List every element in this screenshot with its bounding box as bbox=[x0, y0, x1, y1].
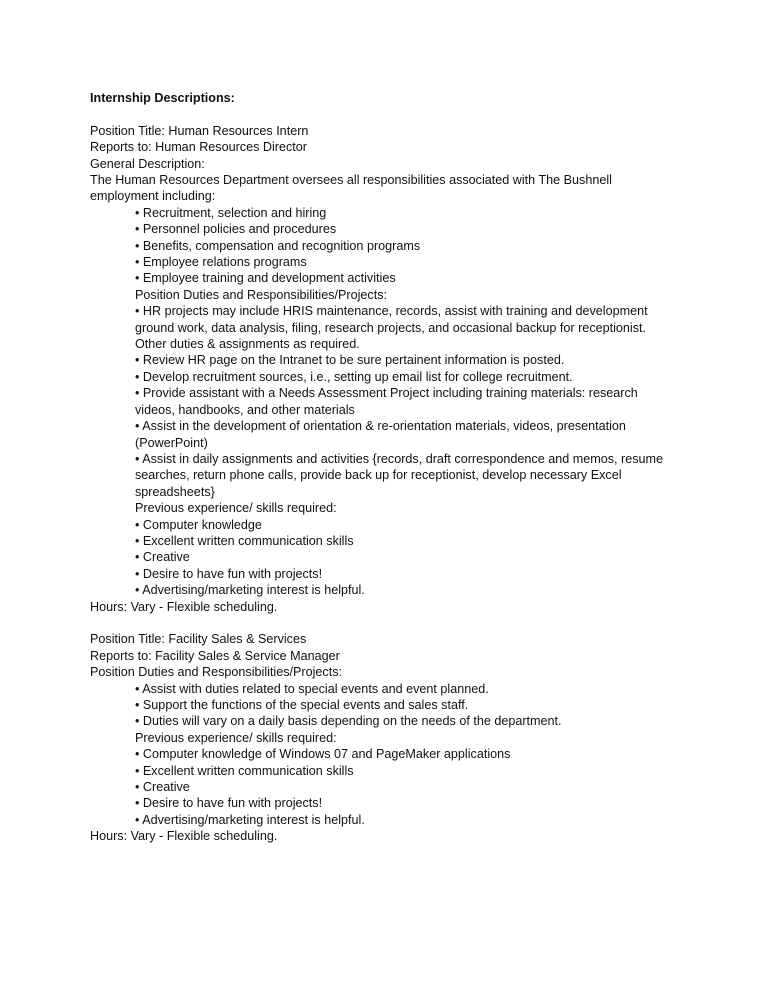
skills-label: Previous experience/ skills required: bbox=[135, 501, 337, 516]
document-page bbox=[90, 90, 710, 845]
list-item: • Desire to have fun with projects! bbox=[135, 796, 323, 811]
list-item: • Develop recruitment sources, i.e., setting up email list for college recruitment. bbox=[135, 369, 573, 384]
list-item-continuation: (PowerPoint) bbox=[135, 435, 208, 450]
list-item-continuation: ground work, data analysis, filing, research projects, and occasional backup for receptionist. bbox=[135, 320, 647, 335]
internship-facility-sales bbox=[90, 631, 710, 844]
list-item-continuation: videos, handbooks, and other materials bbox=[135, 402, 355, 417]
position-title: Position Title: Facility Sales & Services bbox=[90, 632, 307, 647]
spacer bbox=[90, 615, 710, 631]
list-item-continuation: searches, return phone calls, provide back up for receptionist, develop necessary Excel bbox=[135, 468, 622, 483]
list-item: • Assist in the development of orientation & re-orientation materials, videos, presentation bbox=[135, 419, 626, 434]
general-description-label: General Description: bbox=[90, 156, 205, 171]
list-item: • Personnel policies and procedures bbox=[135, 222, 337, 237]
list-item: • Creative bbox=[135, 550, 190, 565]
list-item: • Advertising/marketing interest is helpful. bbox=[135, 583, 365, 598]
position-title: Position Title: Human Resources Intern bbox=[90, 123, 309, 138]
list-item: • Computer knowledge bbox=[135, 517, 262, 532]
list-item: • Benefits, compensation and recognition programs bbox=[135, 238, 421, 253]
list-item: • Review HR page on the Intranet to be sure pertainent information is posted. bbox=[135, 353, 565, 368]
list-item-continuation: spreadsheets} bbox=[135, 484, 215, 499]
list-item: • Assist with duties related to special events and event planned. bbox=[135, 681, 489, 696]
spacer bbox=[90, 106, 710, 122]
skills-label: Previous experience/ skills required: bbox=[135, 730, 337, 745]
reports-to: Reports to: Facility Sales & Service Manager bbox=[90, 648, 340, 663]
hours: Hours: Vary - Flexible scheduling. bbox=[90, 829, 278, 844]
list-item: • Provide assistant with a Needs Assessment Project including training materials: research bbox=[135, 386, 638, 401]
internship-hr-intern bbox=[90, 123, 710, 615]
list-item: • Desire to have fun with projects! bbox=[135, 566, 323, 581]
list-item: • Duties will vary on a daily basis depending on the needs of the department. bbox=[135, 714, 562, 729]
duties-label: Position Duties and Responsibilities/Projects: bbox=[135, 287, 387, 302]
list-item: • Recruitment, selection and hiring bbox=[135, 205, 327, 220]
document-heading: Internship Descriptions: bbox=[90, 91, 235, 105]
general-description-text: The Human Resources Department oversees all responsibilities associated with The Bushnell bbox=[90, 173, 612, 188]
list-item: • Creative bbox=[135, 780, 190, 795]
list-item: • Employee relations programs bbox=[135, 255, 307, 270]
list-item: • Excellent written communication skills bbox=[135, 533, 354, 548]
list-item: • Computer knowledge of Windows 07 and PageMaker applications bbox=[135, 747, 511, 762]
list-item-continuation: Other duties & assignments as required. bbox=[135, 337, 360, 352]
list-item: • Employee training and development activities bbox=[135, 271, 396, 286]
list-item: • Support the functions of the special events and sales staff. bbox=[135, 698, 469, 712]
list-item: • Assist in daily assignments and activities {records, draft correspondence and memos, resume bbox=[135, 451, 663, 466]
hours: Hours: Vary - Flexible scheduling. bbox=[90, 599, 278, 614]
duties-label: Position Duties and Responsibilities/Projects: bbox=[90, 665, 342, 680]
list-item: • Excellent written communication skills bbox=[135, 763, 354, 778]
reports-to: Reports to: Human Resources Director bbox=[90, 140, 307, 155]
general-description-text: employment including: bbox=[90, 189, 216, 204]
list-item: • HR projects may include HRIS maintenance, records, assist with training and development bbox=[135, 304, 648, 319]
list-item: • Advertising/marketing interest is helpful. bbox=[135, 812, 365, 827]
